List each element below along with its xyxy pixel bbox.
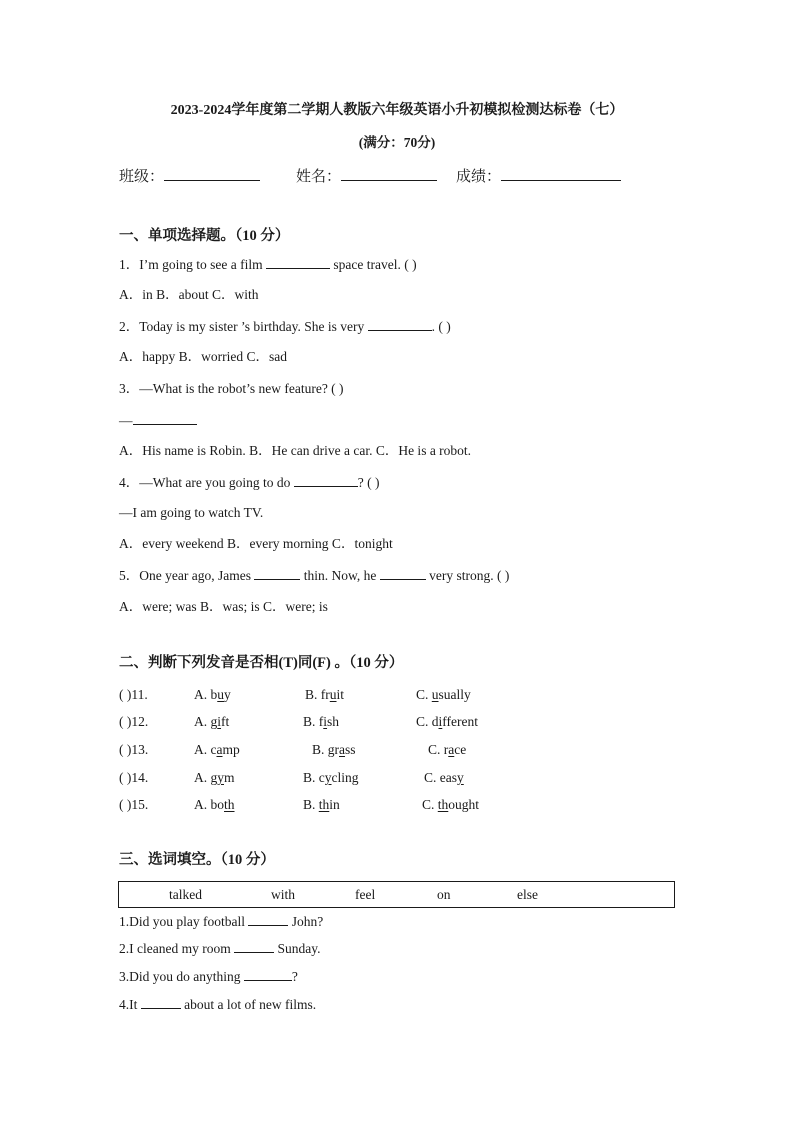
question-4: 4．—What are you going to do ? ( ) (119, 475, 380, 490)
question-5: 5．One year ago, James thin. Now, he very strong. ( ) (119, 568, 510, 583)
underlined-letters: a (216, 742, 223, 757)
pron-row-number[interactable]: ( )14. (119, 770, 149, 785)
pron-option-b: B. fish (303, 714, 340, 729)
grade-field (456, 167, 621, 185)
underlined-letters: th (437, 797, 449, 812)
pron-option-c: C. thought (422, 797, 480, 812)
underlined-letters: i (217, 714, 222, 729)
answer-blank[interactable] (380, 567, 426, 580)
question-2: 2．Today is my sister ’s birthday. She is very . ( ) (119, 319, 451, 334)
name-label: 姓名： (296, 169, 342, 185)
underlined-letters: th (224, 797, 235, 812)
pron-option-c: C. race (428, 742, 467, 757)
pron-option-b: B. cycling (303, 770, 359, 785)
pron-option-c: C. usually (416, 687, 471, 702)
page-title: 2023-2024学年度第二学期人教版六年级英语小升初模拟检测达标卷（七） (170, 103, 624, 118)
pron-option-a: A. both (194, 797, 235, 812)
pron-option-a: A. camp (194, 742, 240, 757)
pron-row-number[interactable]: ( )12. (119, 714, 149, 729)
pron-row-number[interactable]: ( )15. (119, 797, 149, 812)
pron-option-c: C. different (416, 714, 479, 729)
question-4-options: A．every weekend B．every morning C．tonight (119, 536, 393, 551)
fill-item-2: 2.I cleaned my room Sunday. (119, 941, 321, 956)
underlined-letters: y (457, 770, 464, 785)
underlined-letters: u (217, 687, 224, 702)
underlined-letters: u (431, 687, 439, 702)
word-bank-item: talked (169, 887, 202, 902)
fill-item-3: 3.Did you do anything ? (119, 969, 298, 984)
pron-option-b: B. fruit (305, 687, 345, 702)
pron-option-a: A. buy (194, 687, 231, 702)
word-bank-item: on (437, 887, 451, 902)
question-1-options: A．in B．about C．with (119, 287, 259, 302)
question-4-reply: —I am going to watch TV. (119, 505, 264, 520)
question-1: 1．I’m going to see a film space travel. ( ) (119, 257, 417, 272)
answer-blank[interactable] (294, 474, 358, 487)
underlined-letters: u (329, 687, 337, 702)
word-bank-item: with (271, 887, 296, 902)
answer-blank[interactable] (254, 567, 300, 580)
section1-title: 一、单项选择题。（10 分） (119, 228, 290, 244)
answer-blank[interactable] (141, 996, 181, 1009)
answer-blank[interactable] (248, 913, 288, 926)
pron-row-number[interactable]: ( )11. (119, 687, 148, 702)
question-5-options: A．were; was B．was; is C．were; is (119, 599, 328, 614)
pron-option-b: B. thin (303, 797, 340, 812)
grade-label: 成绩： (456, 169, 502, 185)
class-field (119, 167, 260, 185)
name-blank[interactable] (341, 167, 437, 181)
answer-blank[interactable] (266, 256, 330, 269)
question-3: 3．—What is the robot’s new feature? ( ) (119, 381, 344, 396)
word-bank-item: feel (355, 887, 376, 902)
answer-blank[interactable] (368, 318, 432, 331)
class-label: 班级： (119, 169, 165, 185)
underlined-letters: y (324, 770, 332, 785)
section2-title: 二、判断下列发音是否相(T)同(F) 。（10 分） (119, 655, 404, 671)
grade-blank[interactable] (501, 167, 621, 181)
section3-title: 三、选词填空。（10 分） (119, 852, 275, 868)
fill-item-4: 4.It about a lot of new films. (119, 997, 317, 1012)
underlined-letters: i (323, 714, 328, 729)
underlined-letters: i (438, 714, 443, 729)
score-note: (满分：70分) (358, 135, 436, 150)
word-bank-item: else (517, 887, 538, 902)
answer-blank[interactable] (133, 412, 197, 425)
pron-option-a: A. gift (194, 714, 230, 729)
question-2-options: A．happy B．worried C．sad (119, 349, 287, 364)
fill-item-1: 1.Did you play football John? (119, 914, 324, 929)
pron-option-c: C. easy (424, 770, 464, 785)
pron-option-a: A. gym (194, 770, 235, 785)
name-field (296, 167, 437, 185)
question-3-answer: — (119, 412, 197, 429)
underlined-letters: th (318, 797, 330, 812)
pron-option-b: B. grass (312, 742, 356, 757)
class-blank[interactable] (164, 167, 260, 181)
underlined-letters: a (448, 742, 455, 757)
pron-row-number[interactable]: ( )13. (119, 742, 149, 757)
answer-blank[interactable] (234, 940, 274, 953)
word-bank (118, 881, 675, 908)
answer-blank[interactable] (244, 968, 292, 981)
question-3-options: A．His name is Robin. B．He can drive a car. C．He is a robot. (119, 443, 472, 458)
underlined-letters: y (217, 770, 224, 785)
underlined-letters: a (339, 742, 346, 757)
